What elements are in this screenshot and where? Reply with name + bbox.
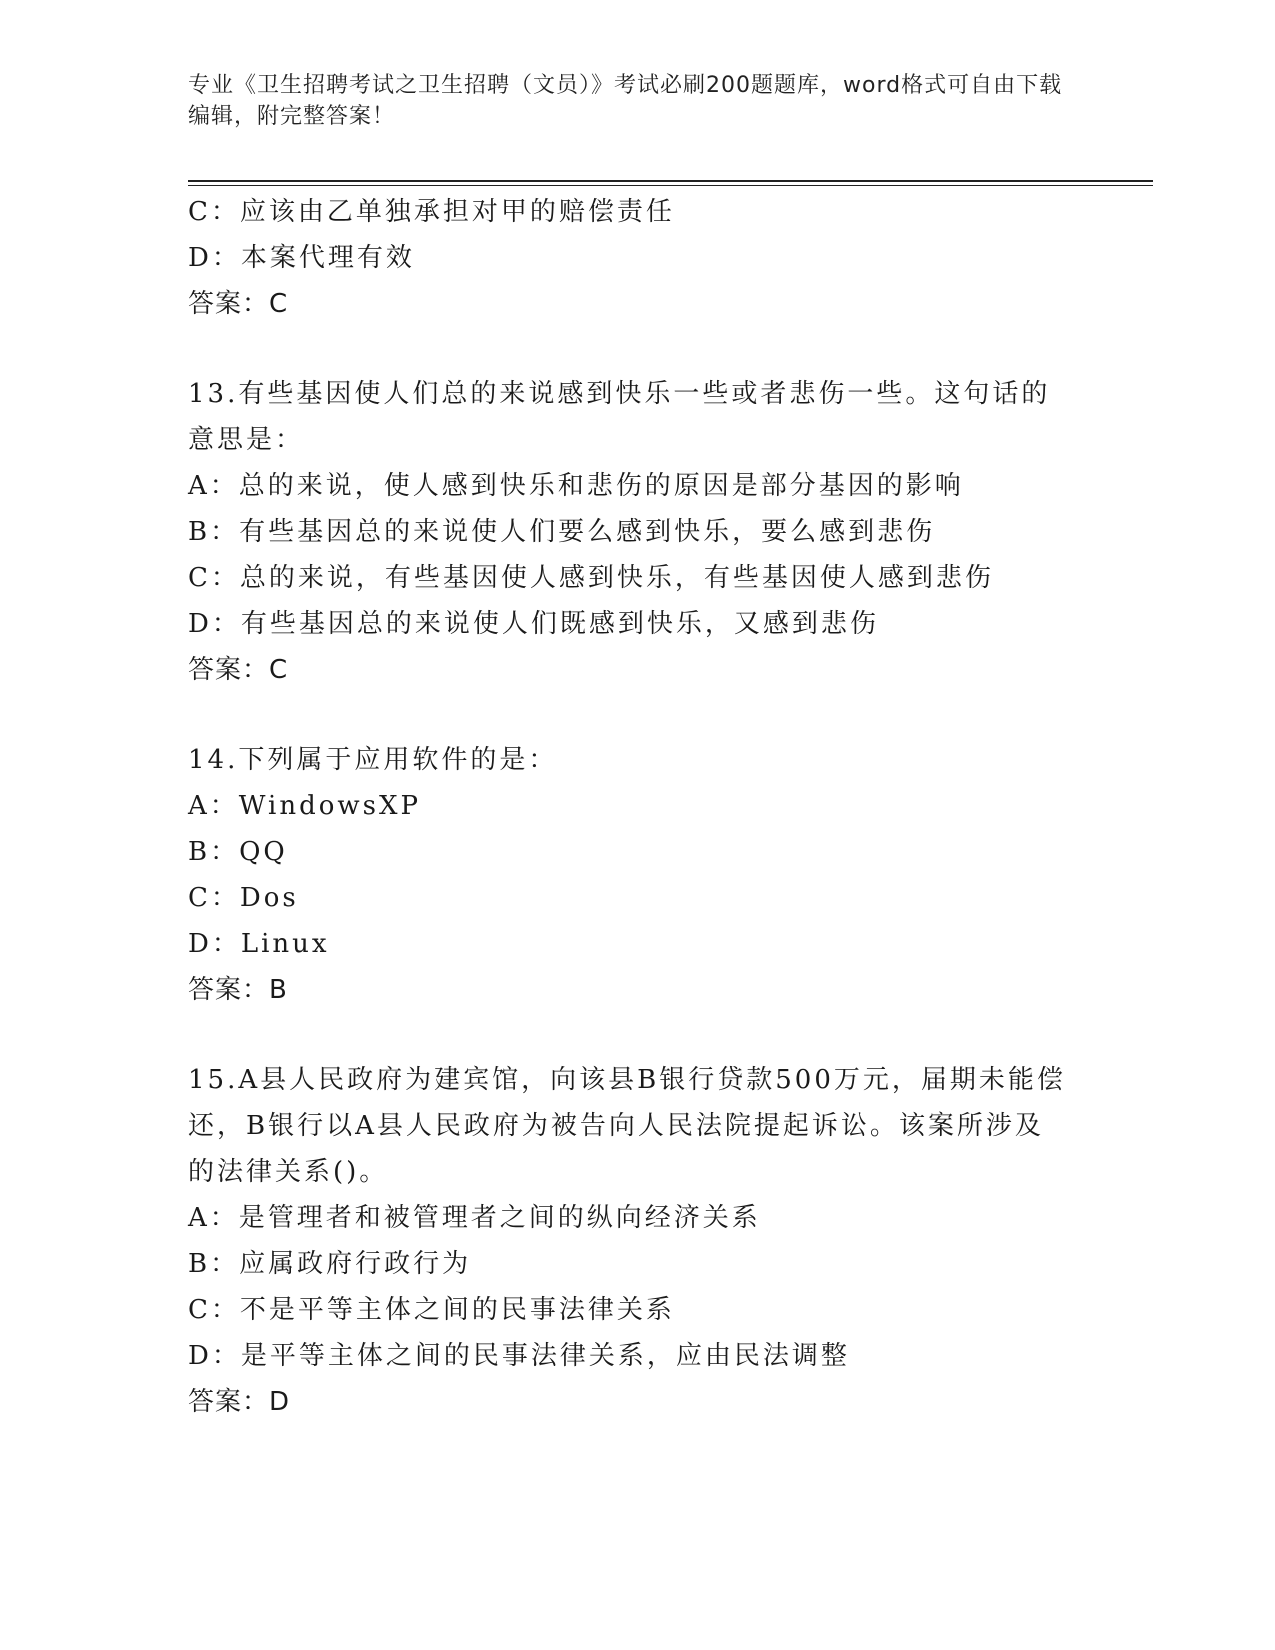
answer-line: 答案：D xyxy=(188,1387,291,1417)
option-d: D：本案代理有效 xyxy=(188,243,415,273)
option-b: B：应属政府行政行为 xyxy=(188,1249,472,1279)
answer-line: 答案：B xyxy=(188,975,288,1005)
option-c: C：Dos xyxy=(188,883,299,913)
option-c: C：总的来说，有些基因使人感到快乐，有些基因使人感到悲伤 xyxy=(188,563,994,593)
option-d: D：是平等主体之间的民事法律关系，应由民法调整 xyxy=(188,1341,850,1371)
question-15 xyxy=(188,1057,1088,1425)
question-13 xyxy=(188,371,1088,693)
document-header: 专业《卫生招聘考试之卫生招聘（文员）》考试必刷200题题库，word格式可自由下载编辑，附完整答案！ xyxy=(188,73,1063,129)
answer-line: 答案：C xyxy=(188,289,289,319)
answer-line: 答案：C xyxy=(188,655,289,685)
option-a: A：是管理者和被管理者之间的纵向经济关系 xyxy=(188,1203,761,1233)
option-b: B：有些基因总的来说使人们要么感到快乐，要么感到悲伤 xyxy=(188,517,936,547)
option-d: D：有些基因总的来说使人们既感到快乐，又感到悲伤 xyxy=(188,609,879,639)
option-a: A：WindowsXP xyxy=(188,791,422,821)
header-divider xyxy=(188,180,1153,186)
question-14 xyxy=(188,737,1088,1013)
option-c: C：应该由乙单独承担对甲的赔偿责任 xyxy=(188,197,675,227)
option-b: B：QQ xyxy=(188,837,288,867)
previous-question-tail xyxy=(188,189,1088,327)
document-page xyxy=(188,0,1153,1650)
document-content xyxy=(188,189,1088,1425)
question-stem: 15.A县人民政府为建宾馆，向该县B银行贷款500万元，届期未能偿还，B银行以A县人民政府为被告向人民法院提起诉讼。该案所涉及的法律关系()。 xyxy=(188,1065,1066,1187)
question-stem: 13.有些基因使人们总的来说感到快乐一些或者悲伤一些。这句话的意思是： xyxy=(188,379,1051,455)
option-c: C：不是平等主体之间的民事法律关系 xyxy=(188,1295,675,1325)
option-d: D：Linux xyxy=(188,929,330,959)
question-stem: 14.下列属于应用软件的是： xyxy=(188,745,558,775)
option-a: A：总的来说，使人感到快乐和悲伤的原因是部分基因的影响 xyxy=(188,471,964,501)
